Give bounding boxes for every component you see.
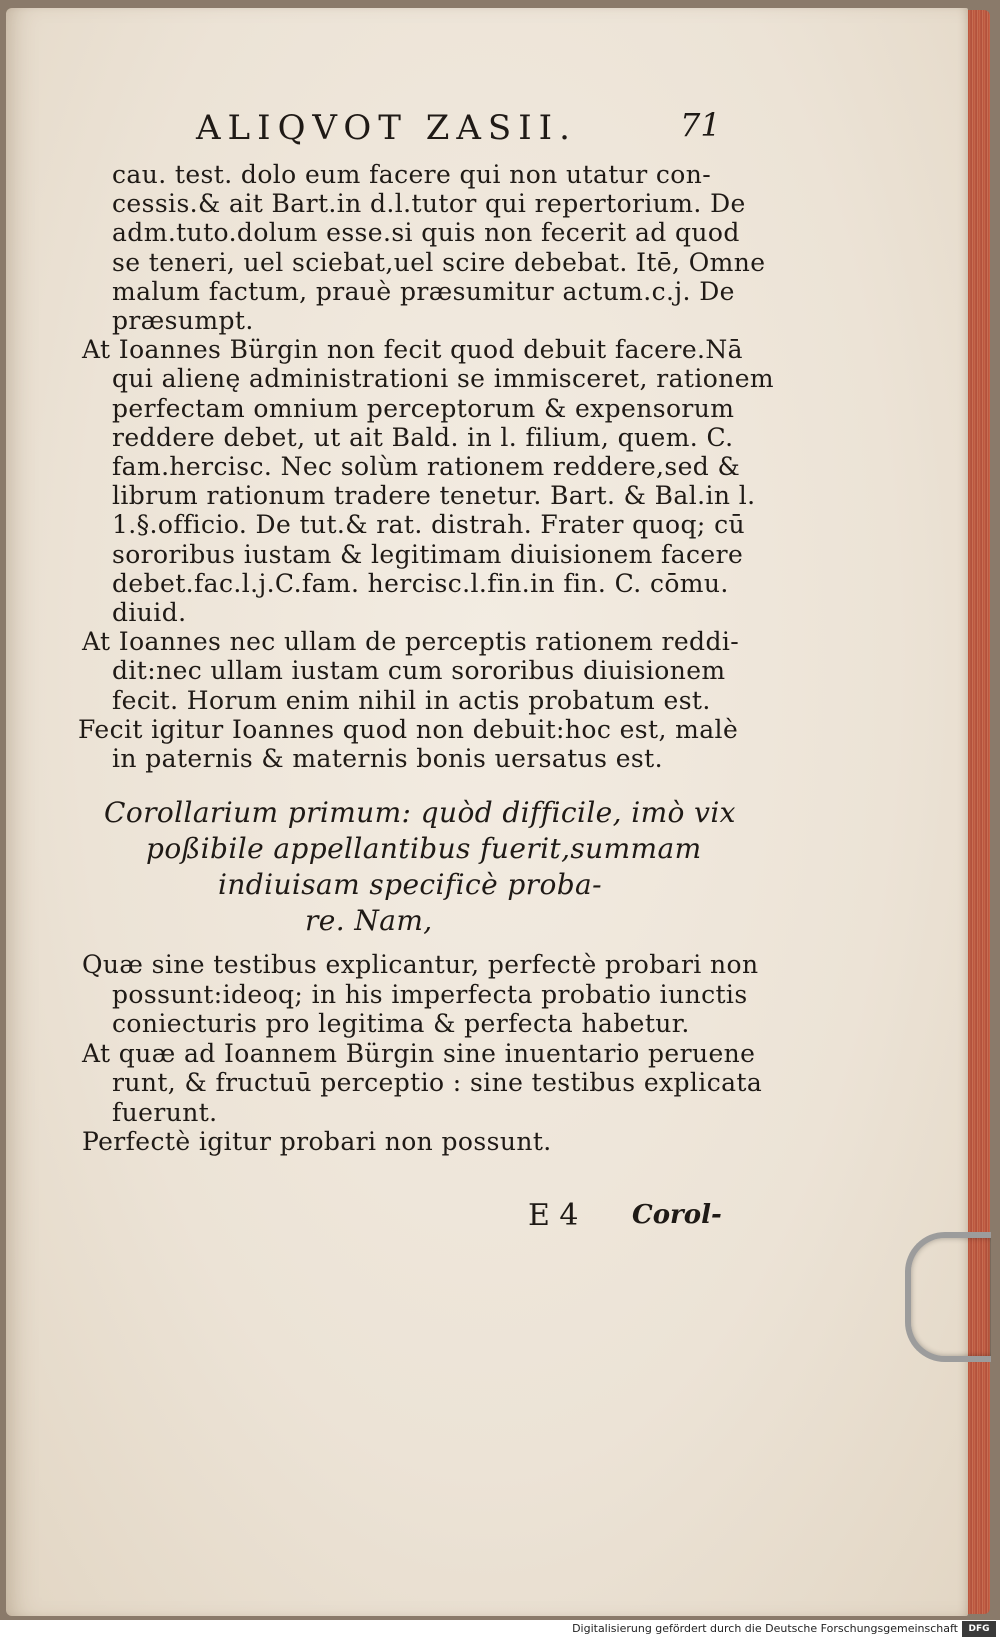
- text-line: coniecturis pro legitima & perfecta habetur.: [112, 1009, 690, 1038]
- text-line: perfectam omnium perceptorum & expensorum: [112, 393, 735, 423]
- text-line: indiuisam specificè proba-: [218, 868, 602, 901]
- text-line: poßibile appellantibus fuerit,summam: [146, 832, 702, 865]
- text-line: reddere debet, ut ait Bald. in l. filium, quem. C.: [112, 422, 734, 452]
- text-line: fecit. Horum enim nihil in actis probatum est.: [112, 685, 711, 715]
- signature-mark: E 4: [528, 1198, 579, 1233]
- footer-credit: Digitalisierung gefördert durch die Deutsche Forschungsgemeinschaft: [572, 1622, 958, 1635]
- text-line: possunt:ideoq; in his imperfecta probatio iunctis: [112, 979, 748, 1009]
- text-line: sororibus iustam & legitimam diuisionem facere: [112, 539, 744, 569]
- text-line: dit:nec ullam iustam cum sororibus diuisionem: [112, 656, 726, 686]
- running-head: ALIQVOT ZASII.: [196, 108, 577, 148]
- text-line: Fecit igitur Ioannes quod non debuit:hoc est, malè: [78, 714, 739, 744]
- text-line: in paternis & maternis bonis uersatus est.: [112, 744, 663, 773]
- text-line: præsumpt.: [112, 306, 254, 335]
- text-line: 1.§.officio. De tut.& rat. distrah. Frater quoq; cū: [112, 510, 745, 540]
- text-line: At Ioannes Bürgin non fecit quod debuit facere.Nā: [82, 335, 743, 365]
- text-line: malum factum, prauè præsumitur actum.c.j. De: [112, 276, 735, 306]
- page-number: 71: [680, 106, 721, 144]
- text-line: cessis.& ait Bart.in d.l.tutor qui repertorium. De: [112, 189, 746, 219]
- text-line: re. Nam,: [305, 904, 433, 937]
- text-line: At Ioannes nec ullam de perceptis rationem reddi-: [82, 627, 740, 657]
- text-line: Corollarium primum: quòd difficile, imò vix: [104, 796, 736, 829]
- text-line: Perfectè igitur probari non possunt.: [82, 1127, 552, 1156]
- text-line: diuid.: [112, 598, 187, 627]
- text-line: debet.fac.l.j.C.fam. hercisc.l.fin.in fin. C. cōmu.: [112, 568, 729, 598]
- text-line: cau. test. dolo eum facere qui non utatur con-: [112, 160, 712, 189]
- text-line: fam.hercisc. Nec solùm rationem reddere,sed &: [112, 452, 741, 481]
- text-line: librum rationum tradere tenetur. Bart. & Bal.in l.: [112, 481, 756, 511]
- text-line: At quæ ad Ioannem Bürgin sine inuentario peruene: [82, 1038, 756, 1068]
- text-line: se teneri, uel sciebat,uel scire debebat. Itē, Omne: [112, 247, 766, 277]
- catchword: Corol-: [632, 1200, 722, 1230]
- text-line: Quæ sine testibus explicantur, perfectè probari non: [82, 950, 759, 979]
- text-line: fuerunt.: [112, 1097, 218, 1127]
- footer-bar: [0, 1620, 1000, 1640]
- text-line: adm.tuto.dolum esse.si quis non fecerit ad quod: [112, 218, 740, 248]
- page-edge-red: [968, 10, 990, 1614]
- text-line: runt, & fructuū perceptio : sine testibus explicata: [112, 1068, 763, 1097]
- dfg-logo: DFG: [962, 1621, 996, 1637]
- text-line: qui alienę administrationi se immisceret, rationem: [112, 364, 774, 394]
